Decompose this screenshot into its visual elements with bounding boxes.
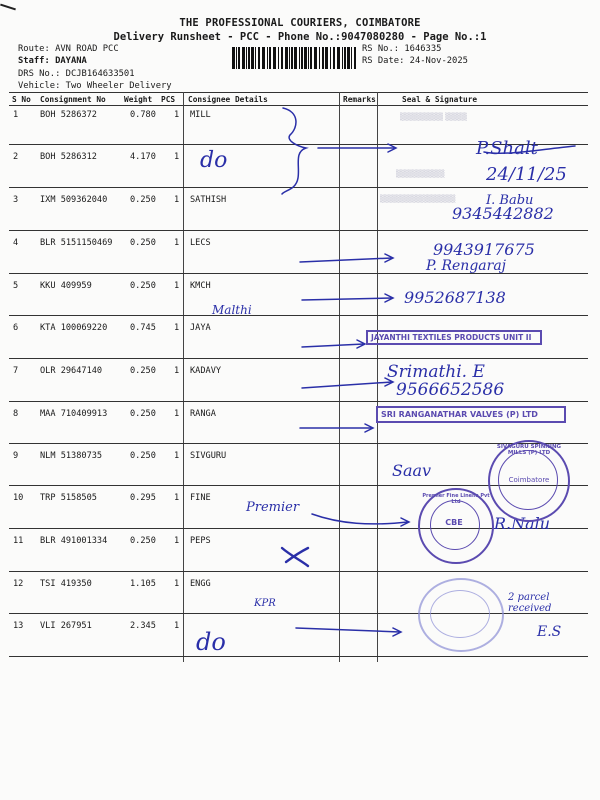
row-pcs: 1 xyxy=(174,579,180,589)
round-stamp-text: SIVAGURU SPINNING MILLS (P) LTD xyxy=(496,444,562,456)
row-weight: 0.250 xyxy=(130,451,156,461)
row-sno: 11 xyxy=(13,536,24,546)
row-consignment: BLR 491001334 xyxy=(40,536,108,546)
row-weight: 0.295 xyxy=(130,493,156,503)
handwritten-phone: 9952687138 xyxy=(404,288,506,307)
faint-stamp-ghost: ▒▒▒▒▒▒▒▒ ▒▒▒▒ xyxy=(400,113,467,121)
row-consignee: KMCH xyxy=(190,281,211,291)
row-consignment: KTA 100069220 xyxy=(40,323,108,333)
row-pcs: 1 xyxy=(174,281,180,291)
round-stamp-city: CBE xyxy=(445,518,463,527)
row-consignment: TSI 419350 xyxy=(40,579,92,589)
row-consignee: RANGA xyxy=(190,409,216,419)
row-pcs: 1 xyxy=(174,451,180,461)
handwritten-ditto: do xyxy=(200,148,228,173)
col-consignment: Consignment No xyxy=(40,95,106,104)
row-consignment: IXM 509362040 xyxy=(40,195,108,205)
col-consignee: Consignee Details xyxy=(188,95,268,104)
row-pcs: 1 xyxy=(174,323,180,333)
vehicle-label: Vehicle: Two Wheeler Delivery xyxy=(18,81,172,91)
row-consignee: SIVGURU xyxy=(190,451,227,461)
handwritten-date: 24/11/25 xyxy=(486,164,567,185)
handwritten-note: 2 parcel received xyxy=(508,592,552,614)
row-sno: 4 xyxy=(13,238,19,248)
row-pcs: 1 xyxy=(174,536,180,546)
round-stamp-text: Premier Fine Linens Pvt Ltd xyxy=(422,493,490,505)
col-sno: S No xyxy=(12,95,31,104)
row-sno: 8 xyxy=(13,409,19,419)
row-weight: 1.105 xyxy=(130,579,156,589)
col-pcs: PCS xyxy=(161,95,176,104)
row-pcs: 1 xyxy=(174,409,180,419)
row-weight: 0.250 xyxy=(130,409,156,419)
row-consignment: BOH 5286312 xyxy=(40,152,97,162)
company-title: THE PROFESSIONAL COURIERS, COIMBATORE xyxy=(179,17,421,29)
row-pcs: 1 xyxy=(174,493,180,503)
row-weight: 0.250 xyxy=(130,238,156,248)
handwritten-name: I. Babu xyxy=(486,193,534,208)
round-stamp-faint xyxy=(418,578,504,652)
row-consignment: BOH 5286372 xyxy=(40,110,97,120)
drs-number: DRS No.: DCJB164633501 xyxy=(18,69,135,79)
row-weight: 0.745 xyxy=(130,323,156,333)
row-sno: 2 xyxy=(13,152,19,162)
row-consignee: KADAVY xyxy=(190,366,222,376)
row-sno: 1 xyxy=(13,110,19,120)
row-weight: 4.170 xyxy=(130,152,156,162)
row-weight: 0.780 xyxy=(130,110,156,120)
handwritten-phone: 9943917675 xyxy=(433,240,535,259)
col-remarks: Remarks xyxy=(343,95,376,104)
row-consignee: PEPS xyxy=(190,536,211,546)
row-sno: 10 xyxy=(13,493,24,503)
handwritten-signature: Saav xyxy=(392,461,432,480)
row-weight: 0.250 xyxy=(130,366,156,376)
row-consignment: BLR 5151150469 xyxy=(40,238,113,248)
row-weight: 0.250 xyxy=(130,195,156,205)
row-pcs: 1 xyxy=(174,110,180,120)
round-stamp-city: Coimbatore xyxy=(508,476,550,484)
row-consignment: TRP 5158505 xyxy=(40,493,97,503)
row-consignee: LECS xyxy=(190,238,211,248)
handwritten-note: Premier xyxy=(246,500,300,515)
row-pcs: 1 xyxy=(174,152,180,162)
row-pcs: 1 xyxy=(174,621,180,631)
row-sno: 9 xyxy=(13,451,19,461)
handwritten-phone: 9566652586 xyxy=(396,380,505,400)
staff-label: Staff: DAYANA xyxy=(18,56,87,66)
col-weight: Weight xyxy=(124,95,153,104)
row-consignment: MAA 710409913 xyxy=(40,409,108,419)
row-pcs: 1 xyxy=(174,195,180,205)
faint-stamp-ghost: ▒▒▒▒▒▒▒▒▒ xyxy=(396,170,445,178)
company-stamp-jayanthi: JAYANTHI TEXTILES PRODUCTS UNIT II xyxy=(366,330,542,345)
row-pcs: 1 xyxy=(174,366,180,376)
handwritten-name: P. Rengaraj xyxy=(426,258,507,274)
company-stamp-ranganathar: SRI RANGANATHAR VALVES (P) LTD xyxy=(376,406,566,423)
row-consignment: KKU 409959 xyxy=(40,281,92,291)
row-weight: 0.250 xyxy=(130,536,156,546)
runsheet-subtitle: Delivery Runsheet - PCC - Phone No.:9047080280 - Page No.:1 xyxy=(113,31,487,43)
row-sno: 7 xyxy=(13,366,19,376)
row-consignee: ENGG xyxy=(190,579,211,589)
row-consignment: NLM 51380735 xyxy=(40,451,103,461)
row-sno: 3 xyxy=(13,195,19,205)
row-pcs: 1 xyxy=(174,238,180,248)
row-consignee: JAYA xyxy=(190,323,211,333)
faint-stamp-ghost: ▒▒▒▒▒▒▒▒▒▒▒▒▒▒ xyxy=(380,195,456,203)
handwritten-signature: E.S xyxy=(537,624,562,640)
rs-number: RS No.: 1646335 xyxy=(362,44,442,54)
row-weight: 0.250 xyxy=(130,281,156,291)
row-sno: 13 xyxy=(13,621,24,631)
row-consignment: VLI 267951 xyxy=(40,621,92,631)
row-sno: 5 xyxy=(13,281,19,291)
handwritten-signature: P.Shalt xyxy=(476,138,538,159)
handwritten-signature: R.Nalu xyxy=(494,514,551,533)
row-consignee: FINE xyxy=(190,493,211,503)
row-consignee: SATHISH xyxy=(190,195,227,205)
row-weight: 2.345 xyxy=(130,621,156,631)
col-seal-signature: Seal & Signature xyxy=(402,95,478,104)
row-consignee: MILL xyxy=(190,110,211,120)
handwritten-phone: 9345442882 xyxy=(452,204,554,223)
handwritten-ditto: do xyxy=(196,628,226,656)
handwritten-note: KPR xyxy=(254,598,276,609)
round-stamp-premier xyxy=(418,488,494,564)
row-consignment: OLR 29647140 xyxy=(40,366,103,376)
handwritten-name: Srimathi. E xyxy=(387,362,485,382)
row-sno: 12 xyxy=(13,579,24,589)
handwritten-note: Malthi xyxy=(212,303,252,317)
rs-date: RS Date: 24-Nov-2025 xyxy=(362,56,468,66)
route-label: Route: AVN ROAD PCC xyxy=(18,44,119,54)
row-sno: 6 xyxy=(13,323,19,333)
round-stamp-sivaguru xyxy=(488,440,570,522)
